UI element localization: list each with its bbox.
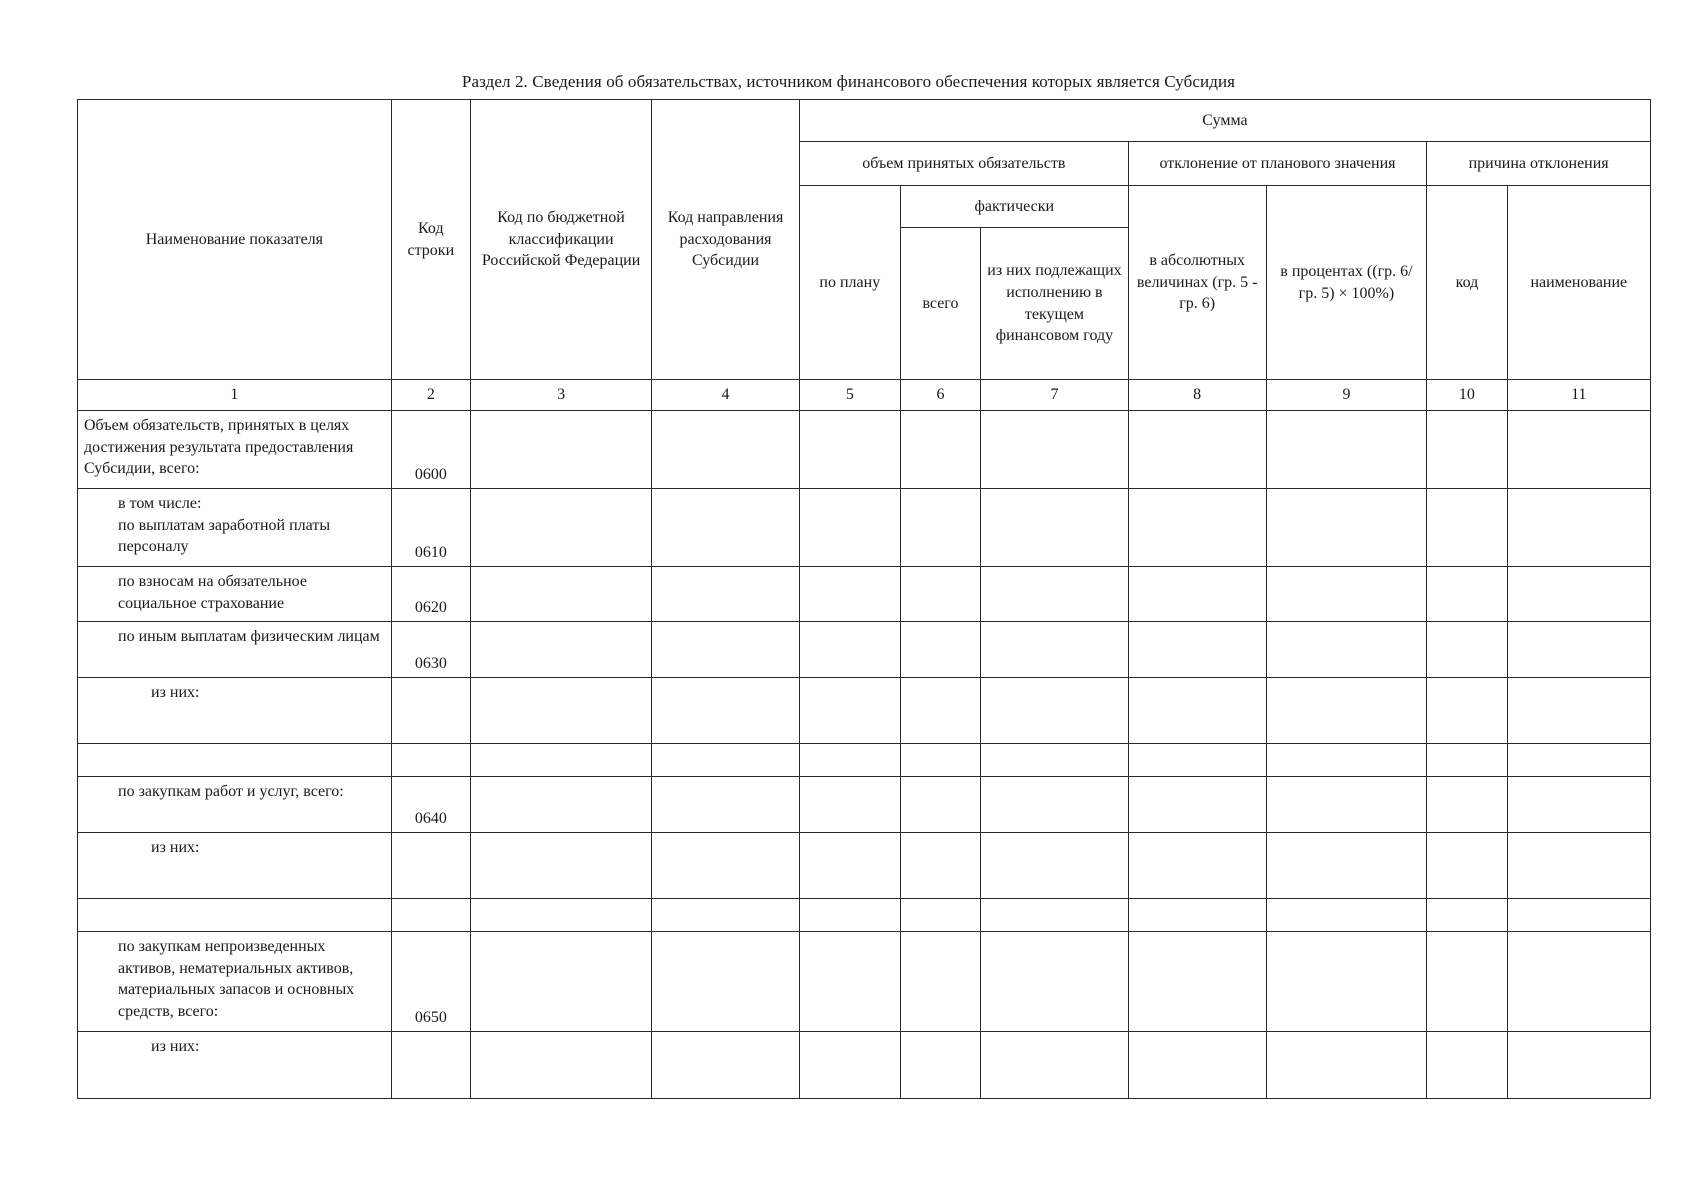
header-accepted: объем принятых обязательств	[799, 142, 1128, 186]
data-cell	[470, 777, 651, 833]
data-cell	[470, 932, 651, 1032]
data-cell	[1507, 622, 1650, 678]
data-cell	[1507, 678, 1650, 744]
data-cell	[799, 678, 900, 744]
header-deviation: отклонение от планового значения	[1128, 142, 1427, 186]
row-name	[78, 489, 392, 567]
header-sum: Сумма	[799, 100, 1650, 142]
header-row-code: Код строки	[391, 100, 470, 380]
row-name: по взносам на обязательное социальное страхование	[78, 567, 392, 622]
data-cell	[1266, 622, 1427, 678]
data-cell	[652, 567, 800, 622]
data-cell	[470, 899, 651, 932]
data-cell	[470, 744, 651, 777]
table-row	[78, 489, 1651, 567]
header-budget-code: Код по бюджетной классификации Российской Федерации	[470, 100, 651, 380]
data-cell	[1128, 567, 1266, 622]
row-name	[78, 899, 392, 932]
data-cell	[799, 411, 900, 489]
row-name-prefix: в том числе:	[118, 495, 202, 512]
data-cell	[1507, 567, 1650, 622]
header-by-plan: по плану	[799, 186, 900, 380]
data-cell	[799, 899, 900, 932]
row-name: из них:	[78, 833, 392, 899]
column-number: 6	[900, 380, 980, 411]
data-cell	[1128, 678, 1266, 744]
header-direction-code: Код направления расходования Субсидии	[652, 100, 800, 380]
table-row	[78, 1032, 1651, 1099]
data-cell	[799, 622, 900, 678]
row-code: 0620	[391, 567, 470, 622]
data-cell	[1507, 411, 1650, 489]
data-cell	[470, 489, 651, 567]
data-cell	[652, 1032, 800, 1099]
data-cell	[900, 678, 980, 744]
data-cell	[900, 744, 980, 777]
data-cell	[1507, 777, 1650, 833]
data-cell	[981, 899, 1129, 932]
data-cell	[652, 678, 800, 744]
header-absolute: в абсолютных величинах (гр. 5 - гр. 6)	[1128, 186, 1266, 380]
data-cell	[652, 489, 800, 567]
row-name: по иным выплатам физическим лицам	[78, 622, 392, 678]
data-cell	[652, 899, 800, 932]
data-cell	[1266, 744, 1427, 777]
data-cell	[1427, 489, 1507, 567]
header-reason-code: код	[1427, 186, 1507, 380]
data-cell	[799, 567, 900, 622]
data-cell	[900, 489, 980, 567]
data-cell	[1427, 622, 1507, 678]
table-row	[78, 567, 1651, 622]
data-cell	[1128, 744, 1266, 777]
data-cell	[470, 678, 651, 744]
data-cell	[1128, 932, 1266, 1032]
header-actual: фактически	[900, 186, 1128, 228]
data-cell	[1266, 411, 1427, 489]
data-cell	[1507, 744, 1650, 777]
column-number: 7	[981, 380, 1129, 411]
data-cell	[900, 833, 980, 899]
data-cell	[900, 622, 980, 678]
row-name	[78, 744, 392, 777]
data-cell	[981, 678, 1129, 744]
row-code: 0640	[391, 777, 470, 833]
data-cell	[900, 411, 980, 489]
data-cell	[1128, 489, 1266, 567]
row-code	[391, 899, 470, 932]
header-reason: причина отклонения	[1427, 142, 1651, 186]
table-row	[78, 744, 1651, 777]
data-cell	[1266, 932, 1427, 1032]
row-name: по закупкам работ и услуг, всего:	[78, 777, 392, 833]
header-of-which-current: из них подлежащих исполнению в текущем финансовом году	[981, 228, 1129, 380]
data-cell	[981, 622, 1129, 678]
data-cell	[900, 567, 980, 622]
data-cell	[652, 777, 800, 833]
data-cell	[1507, 932, 1650, 1032]
data-cell	[981, 932, 1129, 1032]
data-cell	[470, 567, 651, 622]
column-number: 4	[652, 380, 800, 411]
data-cell	[1128, 1032, 1266, 1099]
data-cell	[652, 833, 800, 899]
page-title: Раздел 2. Сведения об обязательствах, источником финансового обеспечения которых является Субсидия	[461, 72, 1236, 91]
obligations-table	[77, 99, 1651, 1099]
data-cell	[1266, 678, 1427, 744]
header-name: Наименование показателя	[78, 100, 392, 380]
row-name: из них:	[78, 678, 392, 744]
row-code	[391, 1032, 470, 1099]
data-cell	[900, 1032, 980, 1099]
data-cell	[799, 744, 900, 777]
data-cell	[900, 899, 980, 932]
data-cell	[652, 744, 800, 777]
data-cell	[799, 833, 900, 899]
data-cell	[1266, 833, 1427, 899]
column-number: 1	[78, 380, 392, 411]
data-cell	[799, 777, 900, 833]
data-cell	[1427, 567, 1507, 622]
column-number: 3	[470, 380, 651, 411]
data-cell	[1427, 1032, 1507, 1099]
row-code: 0600	[391, 411, 470, 489]
header-percent: в процентах ((гр. 6/ гр. 5) × 100%)	[1266, 186, 1427, 380]
row-name: из них:	[78, 1032, 392, 1099]
data-cell	[1128, 833, 1266, 899]
data-cell	[470, 411, 651, 489]
data-cell	[799, 932, 900, 1032]
data-cell	[981, 567, 1129, 622]
data-cell	[799, 489, 900, 567]
data-cell	[981, 744, 1129, 777]
data-cell	[799, 1032, 900, 1099]
data-cell	[981, 833, 1129, 899]
row-code: 0610	[391, 489, 470, 567]
column-number: 8	[1128, 380, 1266, 411]
data-cell	[1427, 411, 1507, 489]
table-row	[78, 899, 1651, 932]
column-number: 11	[1507, 380, 1650, 411]
data-cell	[470, 833, 651, 899]
data-cell	[1266, 489, 1427, 567]
column-number-row	[78, 380, 1651, 411]
data-cell	[1128, 622, 1266, 678]
data-cell	[1128, 411, 1266, 489]
table-row	[78, 411, 1651, 489]
row-code: 0650	[391, 932, 470, 1032]
data-cell	[981, 489, 1129, 567]
data-cell	[981, 411, 1129, 489]
data-cell	[652, 622, 800, 678]
table-row	[78, 777, 1651, 833]
header-total: всего	[900, 228, 980, 380]
table-row	[78, 678, 1651, 744]
data-cell	[1128, 899, 1266, 932]
data-cell	[1427, 777, 1507, 833]
data-cell	[1507, 899, 1650, 932]
data-cell	[1427, 678, 1507, 744]
column-number: 9	[1266, 380, 1427, 411]
data-cell	[652, 411, 800, 489]
data-cell	[470, 622, 651, 678]
table-row	[78, 622, 1651, 678]
row-code	[391, 833, 470, 899]
header-reason-name: наименование	[1507, 186, 1650, 380]
row-name: по закупкам непроизведенных активов, нематериальных активов, материальных запасов и основных средств, всего:	[78, 932, 392, 1032]
data-cell	[1266, 899, 1427, 932]
data-cell	[981, 1032, 1129, 1099]
row-code	[391, 678, 470, 744]
row-code	[391, 744, 470, 777]
column-number: 2	[391, 380, 470, 411]
data-cell	[1507, 833, 1650, 899]
data-cell	[1266, 567, 1427, 622]
data-cell	[652, 932, 800, 1032]
table-row	[78, 833, 1651, 899]
row-name-text: по выплатам заработной платы персоналу	[118, 516, 331, 556]
table-row	[78, 932, 1651, 1032]
row-code: 0630	[391, 622, 470, 678]
data-cell	[1507, 489, 1650, 567]
data-cell	[1427, 899, 1507, 932]
row-name: Объем обязательств, принятых в целях достижения результата предоставления Субсидии, всего:	[78, 411, 392, 489]
data-cell	[900, 777, 980, 833]
data-cell	[981, 777, 1129, 833]
data-cell	[1507, 1032, 1650, 1099]
data-cell	[1266, 1032, 1427, 1099]
data-cell	[1427, 932, 1507, 1032]
data-cell	[900, 932, 980, 1032]
data-cell	[1427, 833, 1507, 899]
data-cell	[470, 1032, 651, 1099]
data-cell	[1266, 777, 1427, 833]
data-cell	[1427, 744, 1507, 777]
data-cell	[1128, 777, 1266, 833]
column-number: 5	[799, 380, 900, 411]
column-number: 10	[1427, 380, 1507, 411]
